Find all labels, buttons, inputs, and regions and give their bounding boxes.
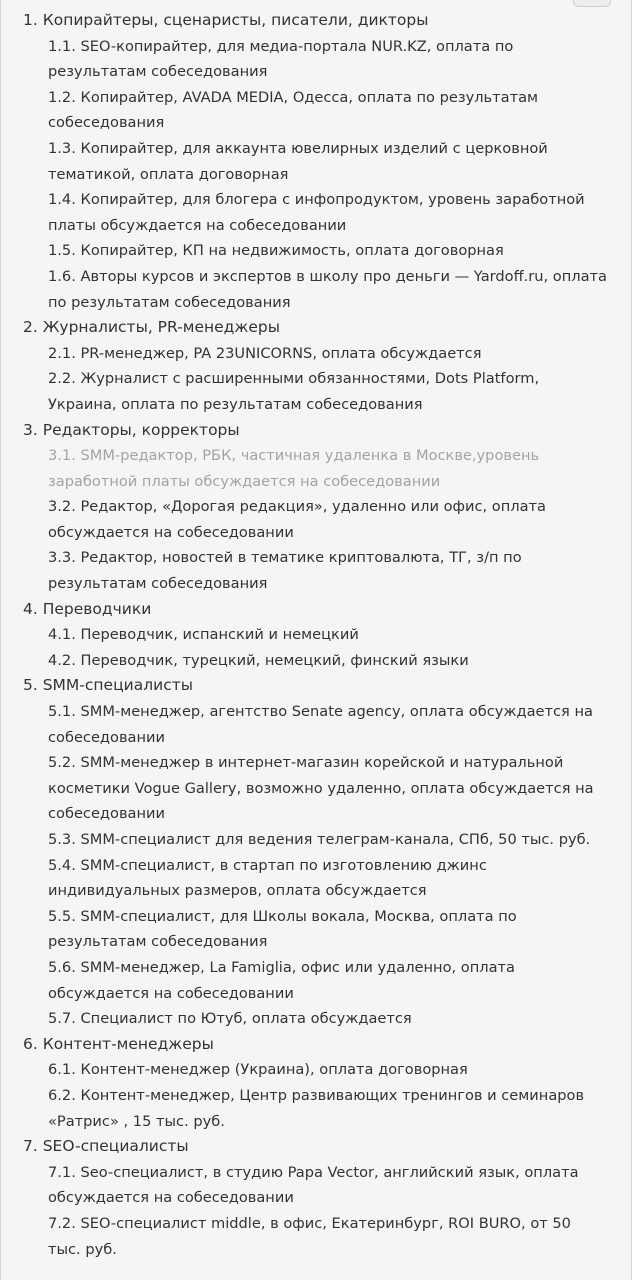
toc-sub-item (1, 955, 631, 1006)
toc-section (1, 1134, 631, 1262)
toc-sub-item (1, 1160, 631, 1211)
toc-sub-item (1, 1057, 631, 1083)
toc-section-link[interactable]: 3. Редакторы, корректоры (23, 420, 240, 439)
toc-sub-item-link[interactable]: 5.4. SMM-специалист, в стартап по изготовлению джинс индивидуальных размеров, оплата обсуждается (48, 856, 487, 900)
toc-sub-item (1, 443, 631, 494)
toc-section-link[interactable]: 6. Контент-менеджеры (23, 1034, 214, 1053)
toc-sub-item-link[interactable]: 1.3. Копирайтер, для аккаунта ювелирных изделий с церковной тематикой, оплата договорная (48, 139, 548, 183)
toc-sub-list (1, 34, 631, 316)
toc-sub-item (1, 853, 631, 904)
toc-sub-item-link[interactable]: 2.2. Журналист с расширенными обязанностями, Dots Platform, Украина, оплата по результатам собеседования (48, 370, 540, 413)
toc-sub-item (1, 136, 631, 187)
toc-sub-item (1, 341, 631, 367)
toc-section-link[interactable]: 1. Копирайтеры, сценаристы, писатели, дикторы (23, 11, 429, 29)
toc-sub-item (1, 264, 631, 315)
toc-sub-item-link[interactable]: 6.1. Контент-менеджер (Украина), оплата договорная (48, 1061, 468, 1079)
toc-section (1, 8, 631, 315)
toc-section (1, 315, 631, 417)
toc-sub-item-link[interactable]: 5.6. SMM-менеджер, La Famiglia, офис или удаленно, оплата обсуждается на собеседовании (48, 958, 515, 1002)
toc-sub-item-link[interactable]: 3.2. Редактор, «Дорогая редакция», удаленно или офис, оплата обсуждается на собеседовании (48, 498, 546, 541)
toc-sub-item (1, 648, 631, 674)
toc-sub-item-link[interactable]: 1.5. Копирайтер, КП на недвижимость, оплата договорная (48, 242, 504, 260)
toc-sub-item (1, 1211, 631, 1262)
toc-section-link[interactable]: 5. SMM-специалисты (23, 676, 193, 695)
toc-list (1, 8, 631, 1262)
toc-sub-item-link[interactable]: 1.1. SEO-копирайтер, для медиа-портала NUR.KZ, оплата по результатам собеседования (48, 37, 514, 81)
toc-sub-item-link[interactable]: 5.7. Специалист по Ютуб, оплата обсуждается (48, 1010, 412, 1028)
toc-toggle-button[interactable] (573, 0, 611, 7)
toc-sub-item (1, 545, 631, 596)
toc-sub-item (1, 1006, 631, 1032)
toc-sub-item (1, 827, 631, 853)
toc-sub-list (1, 622, 631, 673)
toc-sub-item-link[interactable]: 1.2. Копирайтер, AVADA MEDIA, Одесса, оплата по результатам собеседования (48, 88, 539, 132)
toc-sub-item (1, 238, 631, 264)
toc-sub-item-link[interactable]: 5.5. SMM-специалист, для Школы вокала, Москва, оплата по результатам собеседования (48, 907, 517, 951)
toc-sub-list (1, 699, 631, 1032)
toc-sub-item-link[interactable]: 5.2. SMM-менеджер в интернет-магазин корейской и натуральной косметики Vogue Gallery, возможно удаленно, оплата обсуждается на собеседовании (48, 754, 594, 823)
toc-sub-list (1, 1057, 631, 1134)
toc-section (1, 597, 631, 674)
toc-section-link[interactable]: 7. SEO-специалисты (23, 1137, 189, 1156)
toc-sub-item-link[interactable]: 7.1. Seo-специалист, в студию Papa Vector, английский язык, оплата обсуждается на собеседовании (48, 1163, 579, 1207)
toc-sub-item-link[interactable]: 5.1. SMM-менеджер, агентство Senate agency, оплата обсуждается на собеседовании (48, 703, 593, 746)
toc-sub-item (1, 366, 631, 417)
toc-header (1, 0, 631, 8)
toc-sub-item-link[interactable]: 1.6. Авторы курсов и экспертов в школу про деньги — Yardoff.ru, оплата по результатам собеседования (48, 267, 607, 311)
toc-section (1, 673, 631, 1031)
toc-sub-item (1, 750, 631, 827)
toc-sub-item (1, 85, 631, 136)
toc-sub-item (1, 187, 631, 238)
toc-sub-item-link[interactable]: 4.1. Переводчик, испанский и немецкий (48, 626, 359, 644)
toc-section-link[interactable]: 2. Журналисты, PR-менеджеры (23, 318, 280, 337)
toc-sub-item-link[interactable]: 2.1. PR-менеджер, PA 23UNICORNS, оплата обсуждается (48, 344, 482, 362)
toc-sub-list (1, 443, 631, 597)
toc-sub-list (1, 1160, 631, 1262)
toc-sub-item-link[interactable]: 1.4. Копирайтер, для блогера с инфопродуктом, уровень заработной платы обсуждается на собеседовании (48, 191, 585, 234)
toc-sub-item (1, 34, 631, 85)
toc-sub-item (1, 1083, 631, 1134)
toc-sub-item-link[interactable]: 4.2. Переводчик, турецкий, немецкий, финский языки (48, 651, 469, 669)
toc-sub-item-link[interactable]: 3.3. Редактор, новостей в тематике криптовалюта, ТГ, з/п по результатам собеседования (48, 549, 522, 593)
toc-sub-item (1, 699, 631, 750)
toc-sub-item-link[interactable]: 6.2. Контент-менеджер, Центр развивающих тренингов и семинаров «Ратрис» , 15 тыс. руб. (48, 1086, 585, 1130)
toc-sub-item-link[interactable]: 3.1. SMM-редактор, РБК, частичная удаленка в Москве,уровень заработной платы обсуждается на собеседовании (48, 447, 540, 490)
toc-sub-item (1, 494, 631, 545)
toc-sub-item (1, 622, 631, 648)
toc-sub-item-link[interactable]: 5.3. SMM-специалист для ведения телеграм-канала, СПб, 50 тыс. руб. (48, 831, 591, 848)
toc-sub-list (1, 341, 631, 418)
toc-section (1, 418, 631, 597)
toc-section-link[interactable]: 4. Переводчики (23, 599, 152, 618)
toc-sub-item (1, 904, 631, 955)
toc-sub-item-link[interactable]: 7.2. SEO-специалист middle, в офис, Екатеринбург, ROI BURO, от 50 тыс. руб. (48, 1214, 571, 1258)
toc-section (1, 1032, 631, 1134)
